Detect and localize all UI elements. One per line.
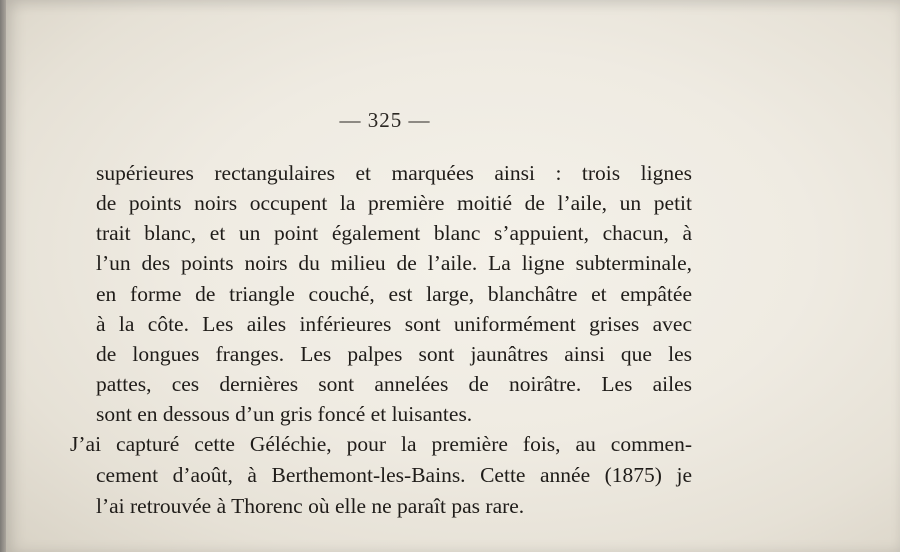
text-line: cement d’août, à Berthemont-les-Bains. Cette année (1875) je — [96, 463, 692, 487]
page-number: — 325 — — [339, 108, 431, 132]
text-line: pattes, ces dernières sont annelées de noirâtre. Les ailes — [96, 372, 692, 396]
text-line: à la côte. Les ailes inférieures sont uniformément grises avec — [96, 312, 692, 336]
text-line: de points noirs occupent la première moitié de l’aile, un petit — [96, 191, 692, 215]
text-line: sont en dessous d’un gris foncé et luisantes. — [96, 402, 473, 426]
text-line: l’un des points noirs du milieu de l’aile. La ligne subterminale, — [96, 251, 692, 275]
text-line: de longues franges. Les palpes sont jaunâtres ainsi que les — [96, 342, 692, 366]
text-line: en forme de triangle couché, est large, blanchâtre et empâtée — [96, 282, 692, 306]
text-line: J’ai capturé cette Géléchie, pour la première fois, au commen- — [70, 432, 692, 456]
text-line: supérieures rectangulaires et marquées ainsi : trois lignes — [96, 161, 692, 185]
text-line: trait blanc, et un point également blanc s’appuient, chacun, à — [96, 221, 692, 245]
text-line: l’ai retrouvée à Thorenc où elle ne paraît pas rare. — [96, 494, 525, 518]
